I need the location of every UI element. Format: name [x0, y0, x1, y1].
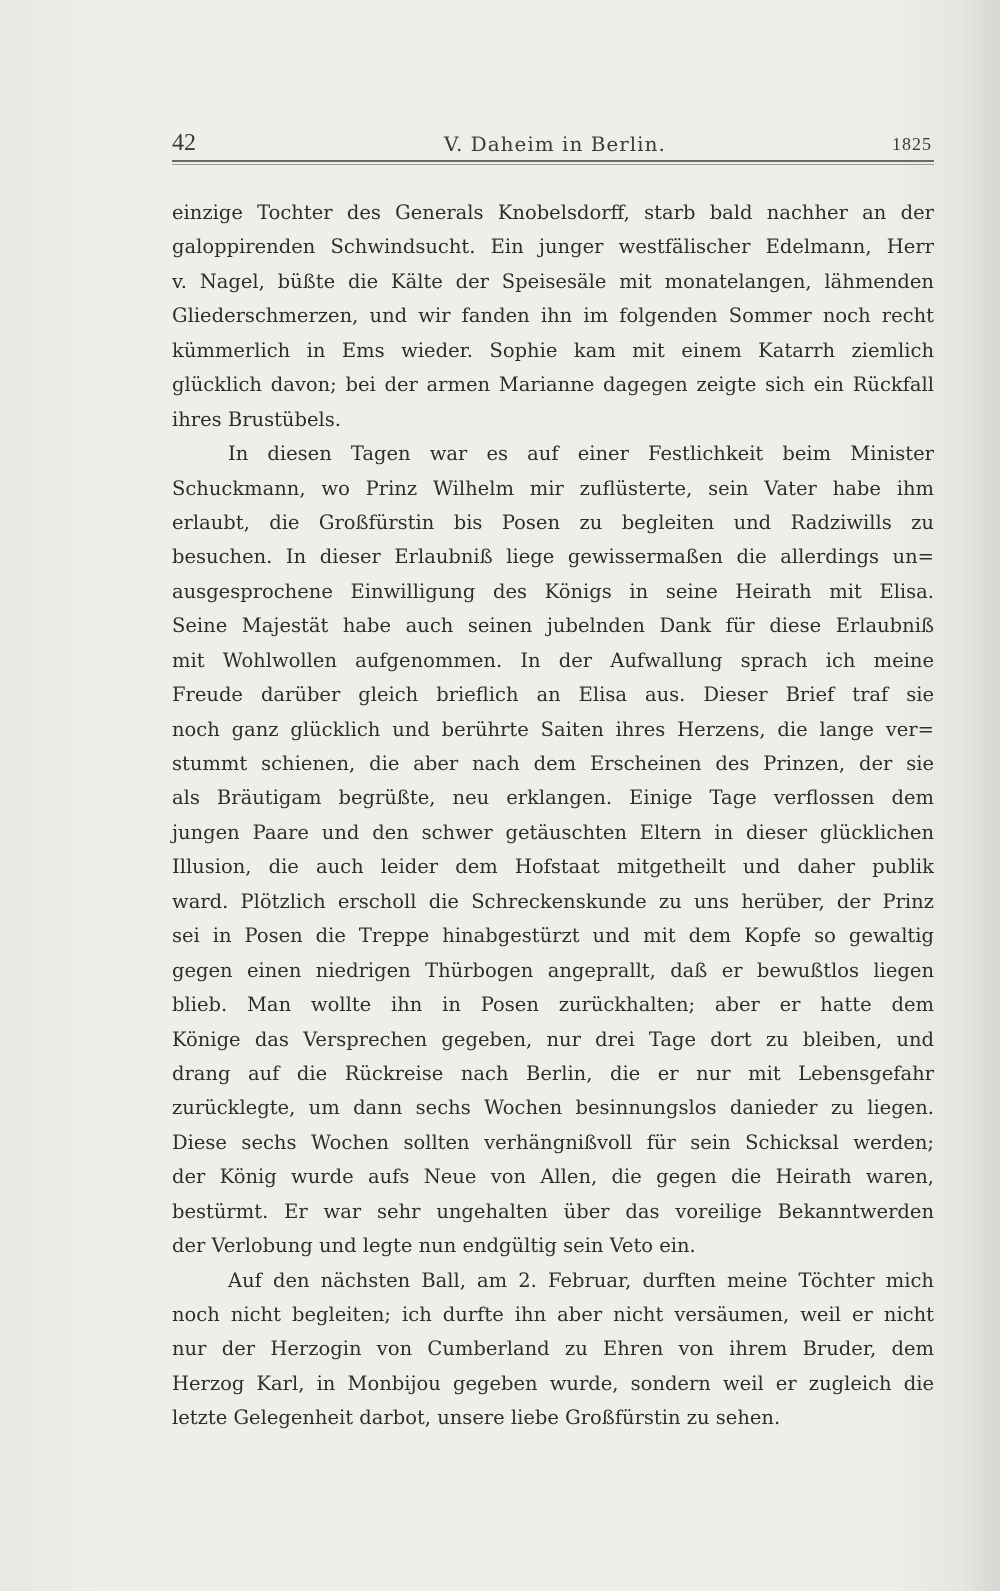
text-line: noch ganz glücklich und berührte Saiten ihres Herzens, die lange ver= [172, 717, 934, 741]
paragraph [172, 437, 934, 1264]
text-line: bestürmt. Er war sehr ungehalten über das voreilige Bekanntwerden [172, 1199, 934, 1223]
text-line: Schuckmann, wo Prinz Wilhelm mir zuflüsterte, sein Vater habe ihm [172, 476, 934, 500]
text-line: Diese sechs Wochen sollten verhängnißvoll für sein Schicksal werden; [172, 1130, 934, 1154]
paragraph [172, 1264, 934, 1436]
text-line: Herzog Karl, in Monbijou gegeben wurde, sondern weil er zugleich die [172, 1371, 934, 1395]
text-line: Auf den nächsten Ball, am 2. Februar, durften meine Töchter mich [228, 1268, 934, 1292]
text-line: mit Wohlwollen aufgenommen. In der Aufwallung sprach ich meine [172, 648, 934, 672]
text-line: einzige Tochter des Generals Knobelsdorff, starb bald nachher an der [172, 201, 934, 224]
text-line: Seine Majestät habe auch seinen jubelnden Dank für diese Erlaubniß [172, 614, 934, 638]
text-line: der König wurde aufs Neue von Allen, die gegen die Heirath waren, [172, 1165, 934, 1189]
text-line: Illusion, die auch leider dem Hofstaat mitgetheilt und daher publik [172, 855, 934, 879]
text-line: ausgesprochene Einwilligung des Königs in seine Heirath mit Elisa. [172, 579, 934, 603]
page-header [172, 130, 932, 164]
text-line: erlaubt, die Großfürstin bis Posen zu begleiten und Radziwills zu [172, 510, 934, 534]
text-line: ihres Brustübels. [172, 407, 341, 431]
text-line: galoppirenden Schwindsucht. Ein junger westfälischer Edelmann, Herr [172, 235, 934, 259]
text-line: letzte Gelegenheit darbot, unsere liebe Großfürstin zu sehen. [172, 1406, 781, 1430]
text-line: In diesen Tagen war es auf einer Festlichkeit beim Minister [228, 442, 934, 466]
text-line: Gliederschmerzen, und wir fanden ihn im folgenden Sommer noch recht [172, 304, 934, 328]
text-line: sei in Posen die Treppe hinabgestürzt und mit dem Kopfe so gewaltig [172, 924, 934, 948]
text-line: jungen Paare und den schwer getäuschten Eltern in dieser glücklichen [172, 820, 934, 844]
header-rule-thin [172, 164, 934, 165]
header-rule [172, 160, 934, 162]
body-text [172, 196, 934, 1436]
header-year: 1825 [892, 134, 932, 154]
text-line: drang auf die Rückreise nach Berlin, die er nur mit Lebensgefahr [172, 1061, 934, 1085]
text-line: blieb. Man wollte ihn in Posen zurückhalten; aber er hatte dem [172, 993, 934, 1017]
text-line: nur der Herzogin von Cumberland zu Ehren von ihrem Bruder, dem [172, 1337, 934, 1361]
running-title: V. Daheim in Berlin. [444, 132, 666, 156]
text-line: gegen einen niedrigen Thürbogen angeprallt, daß er bewußtlos liegen [172, 958, 934, 982]
text-line: noch nicht begleiten; ich durfte ihn aber nicht versäumen, weil er nicht [172, 1303, 934, 1326]
paragraph [172, 196, 934, 437]
text-line: Könige das Versprechen gegeben, nur drei Tage dort zu bleiben, und [172, 1027, 934, 1051]
text-line: Freude darüber gleich brieflich an Elisa aus. Dieser Brief traf sie [172, 683, 934, 707]
text-line: ward. Plötzlich erscholl die Schreckenskunde zu uns herüber, der Prinz [172, 889, 934, 913]
text-line: besuchen. In dieser Erlaubniß liege gewissermaßen die allerdings un= [172, 545, 934, 569]
text-line: v. Nagel, büßte die Kälte der Speisesäle mit monatelangen, lähmenden [172, 269, 934, 293]
text-line: kümmerlich in Ems wieder. Sophie kam mit einem Katarrh ziemlich [172, 338, 934, 362]
text-line: als Bräutigam begrüßte, neu erklangen. Einige Tage verflossen dem [172, 786, 934, 810]
text-line: der Verlobung und legte nun endgültig sein Veto ein. [172, 1234, 696, 1258]
text-line: glücklich davon; bei der armen Marianne dagegen zeigte sich ein Rückfall [172, 373, 934, 397]
page-edge-shadow [960, 0, 1000, 1591]
text-line: stummt schienen, die aber nach dem Erscheinen des Prinzen, der sie [172, 752, 934, 775]
text-line: zurücklegte, um dann sechs Wochen besinnungslos danieder zu liegen. [172, 1096, 934, 1120]
page-number: 42 [172, 130, 196, 156]
